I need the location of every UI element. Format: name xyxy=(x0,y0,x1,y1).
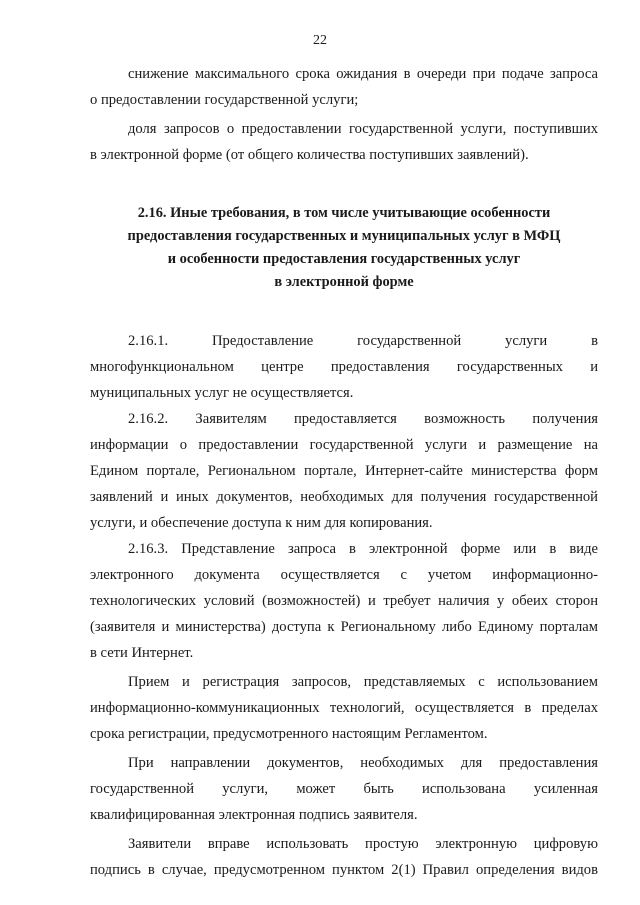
paragraph-simple-signature xyxy=(90,831,598,883)
paragraph-2-16-3 xyxy=(90,536,598,666)
intro-block xyxy=(90,61,598,168)
heading-line: 2.16. Иные требования, в том числе учитывающие особенности xyxy=(137,205,551,221)
text-line: снижение максимального срока ожидания в очереди при подаче запроса xyxy=(128,66,598,82)
text-line: государственной услуги, может быть использована усиленная xyxy=(90,781,598,797)
text-line: заявлений и иных документов, необходимых для получения государственной xyxy=(90,489,598,505)
text-line: 2.16.1. Предоставление государственной услуги в xyxy=(128,333,598,349)
text-line: электронного документа осуществляется с учетом информационно- xyxy=(90,567,598,583)
text-line: (заявителя и министерства) доступа к Региональному либо Единому порталам xyxy=(90,619,598,635)
text-line: При направлении документов, необходимых для предоставления xyxy=(128,755,598,771)
section-heading xyxy=(90,202,598,294)
text-line: Заявители вправе использовать простую электронную цифровую xyxy=(128,836,598,852)
text-line: информационно-коммуникационных технологий, осуществляется в пределах xyxy=(90,700,598,716)
paragraph-2-16-1 xyxy=(90,328,598,406)
heading-line: и особенности предоставления государственных услуг xyxy=(167,251,521,267)
text-line: услуги, и обеспечение доступа к ним для копирования. xyxy=(90,515,433,531)
text-line: Прием и регистрация запросов, представляемых с использованием xyxy=(128,674,598,690)
text-line: технологических условий (возможностей) и требует наличия у обеих сторон xyxy=(90,593,598,609)
body-text xyxy=(90,61,598,883)
text-line: информации о предоставлении государственной услуги и размещение на xyxy=(90,437,598,453)
text-line: 2.16.2. Заявителям предоставляется возможность получения xyxy=(128,411,598,427)
text-line: доля запросов о предоставлении государственной услуги, поступивших xyxy=(128,121,598,137)
text-line: 2.16.3. Представление запроса в электронной форме или в виде xyxy=(128,541,598,557)
text-line: в электронной форме (от общего количества поступивших заявлений). xyxy=(90,147,529,163)
text-line: в сети Интернет. xyxy=(90,645,194,661)
paragraph-signature xyxy=(90,750,598,828)
text-line: о предоставлении государственной услуги; xyxy=(90,92,359,108)
heading-line: предоставления государственных и муниципальных услуг в МФЦ xyxy=(127,228,561,244)
paragraph-2-16-2 xyxy=(90,406,598,536)
heading-line: в электронной форме xyxy=(274,274,414,290)
text-line: многофункциональном центре предоставления государственных и xyxy=(90,359,598,375)
page-number: 22 xyxy=(313,33,327,48)
text-line: квалифицированная электронная подпись заявителя. xyxy=(90,807,418,823)
text-line: срока регистрации, предусмотренного настоящим Регламентом. xyxy=(90,726,488,742)
text-line: подпись в случае, предусмотренном пунктом 2(1) Правил определения видов xyxy=(90,862,598,878)
paragraph-reception xyxy=(90,669,598,747)
text-line: муниципальных услуг не осуществляется. xyxy=(90,385,354,401)
text-line: Едином портале, Региональном портале, Интернет-сайте министерства форм xyxy=(90,463,598,479)
